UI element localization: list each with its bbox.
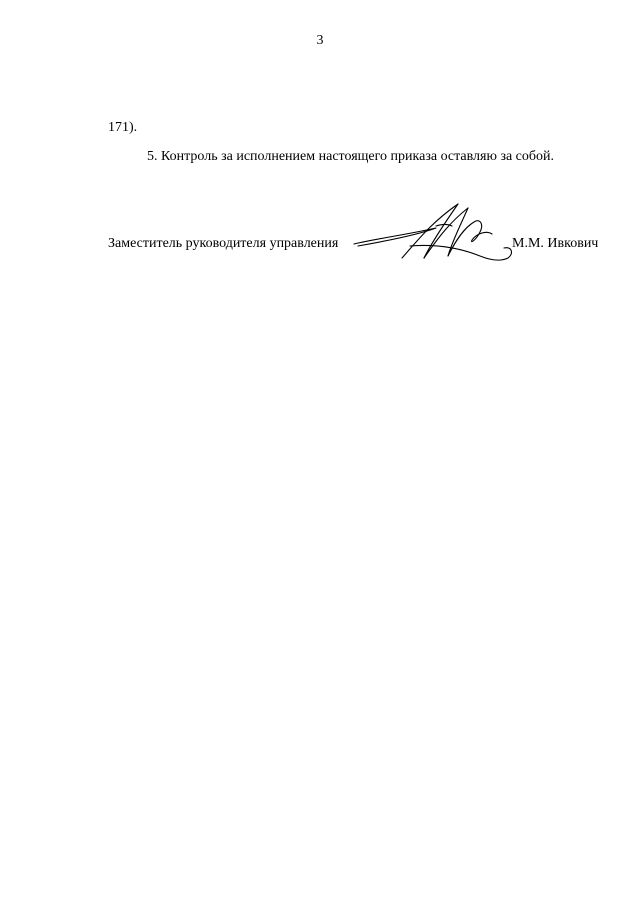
signatory-title: Заместитель руководителя управления xyxy=(108,236,339,251)
paragraph-continuation: 171). xyxy=(108,120,138,135)
handwritten-signature xyxy=(340,200,520,270)
signatory-name: М.М. Ивкович xyxy=(512,236,599,251)
paragraph-item-5: 5. Контроль за исполнением настоящего приказа оставляю за собой. xyxy=(147,149,555,164)
page-number: 3 xyxy=(316,33,324,48)
